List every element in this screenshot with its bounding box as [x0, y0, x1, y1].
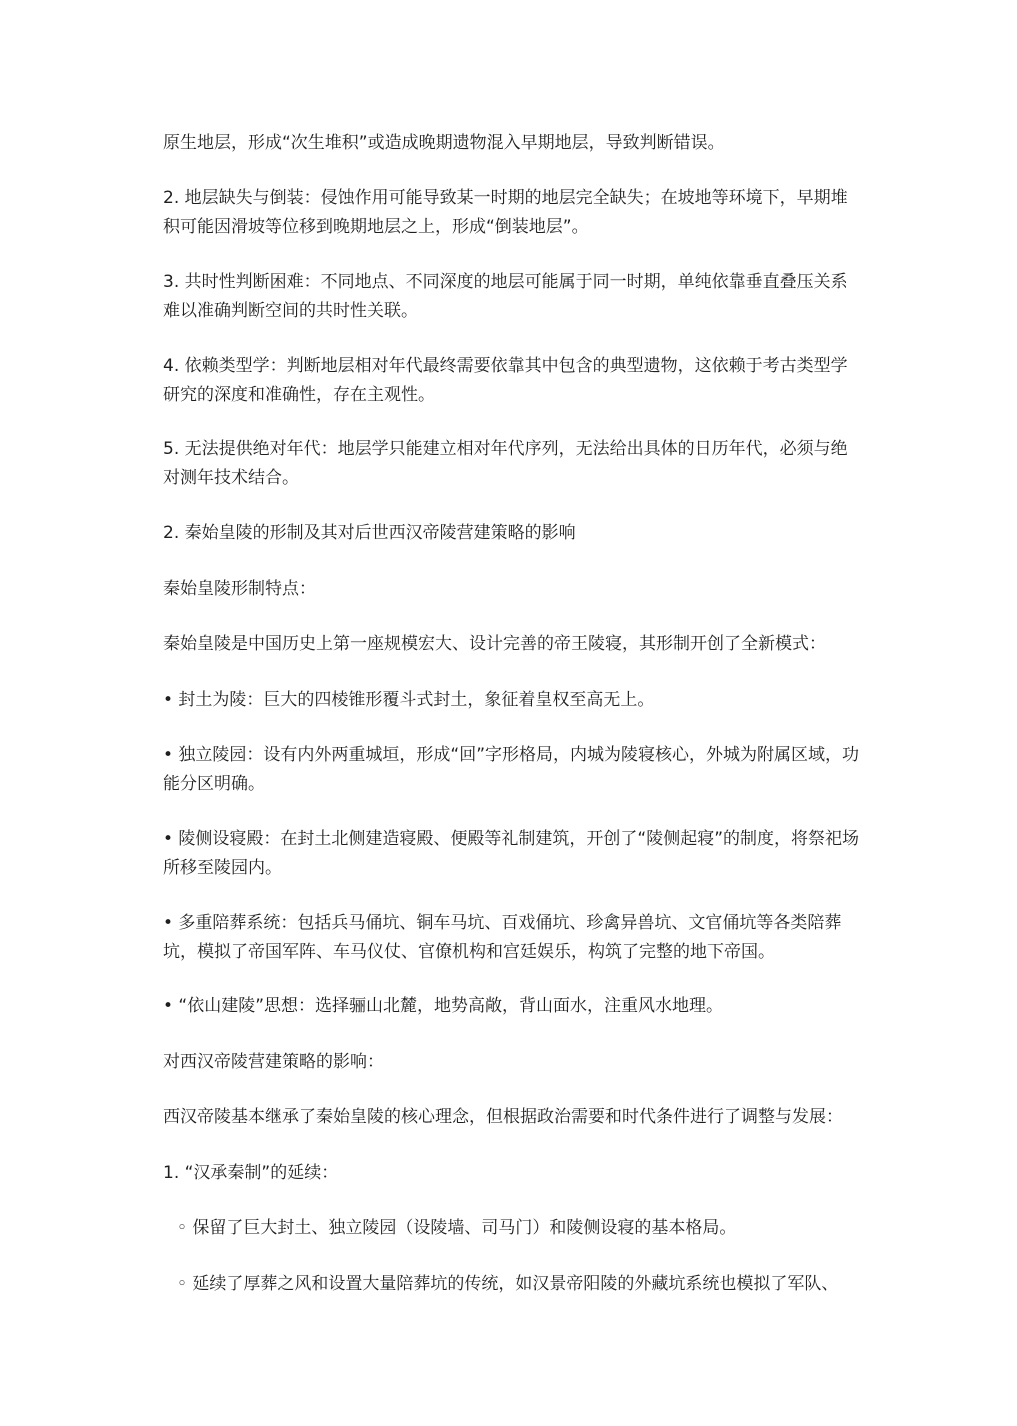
paragraph-typology-dependence: 4. 依赖类型学：判断地层相对年代最终需要依靠其中包含的典型遗物，这依赖于考古类型学研究的深度和准确性，存在主观性。	[163, 356, 848, 405]
subheading-western-han-influence: 对西汉帝陵营建策略的影响：	[163, 1052, 384, 1072]
bullet-mountain-siting: • “依山建陵”思想：选择骊山北麓，地势高敞，背山面水，注重风水地理。	[163, 996, 724, 1016]
section-heading-qin-mausoleum: 2. 秦始皇陵的形制及其对后世西汉帝陵营建策略的影响	[163, 523, 576, 543]
paragraph-western-han-inheritance: 西汉帝陵基本继承了秦始皇陵的核心理念，但根据政治需要和时代条件进行了调整与发展：	[163, 1107, 843, 1127]
paragraph-stratum-missing-inverted: 2. 地层缺失与倒装：侵蚀作用可能导致某一时期的地层完全缺失；在坡地等环境下，早期堆积可能因滑坡等位移到晚期地层之上，形成“倒装地层”。	[163, 188, 848, 237]
list-item-han-continuation: 1. “汉承秦制”的延续：	[163, 1163, 339, 1183]
paragraph-synchronicity-difficulty: 3. 共时性判断困难：不同地点、不同深度的地层可能属于同一时期，单纯依靠垂直叠压关系难以准确判断空间的共时性关联。	[163, 272, 848, 321]
subheading-qin-features: 秦始皇陵形制特点：	[163, 579, 316, 599]
paragraph-no-absolute-dating: 5. 无法提供绝对年代：地层学只能建立相对年代序列，无法给出具体的日历年代，必须与绝对测年技术结合。	[163, 439, 848, 488]
paragraph-qin-intro: 秦始皇陵是中国历史上第一座规模宏大、设计完善的帝王陵寝，其形制开创了全新模式：	[163, 634, 826, 654]
bullet-side-sleeping-hall: • 陵侧设寝殿：在封土北侧建造寝殿、便殿等礼制建筑，开创了“陵侧起寝”的制度，将祭祀场所移至陵园内。	[163, 829, 860, 878]
sub-bullet-lavish-burial: ◦ 延续了厚葬之风和设置大量陪葬坑的传统，如汉景帝阳陵的外藏坑系统也模拟了军队、	[177, 1274, 839, 1294]
bullet-independent-cemetery: • 独立陵园：设有内外两重城垣，形成“回”字形格局，内城为陵寝核心，外城为附属区域，功能分区明确。	[163, 745, 860, 794]
bullet-burial-pit-system: • 多重陪葬系统：包括兵马俑坑、铜车马坑、百戏俑坑、珍禽异兽坑、文官俑坑等各类陪葬坑，模拟了帝国军阵、车马仪仗、官僚机构和宫廷娱乐，构筑了完整的地下帝国。	[163, 913, 842, 962]
sub-bullet-retained-layout: ◦ 保留了巨大封土、独立陵园（设陵墙、司马门）和陵侧设寝的基本格局。	[177, 1218, 737, 1238]
bullet-mound-as-tomb: • 封土为陵：巨大的四棱锥形覆斗式封土，象征着皇权至高无上。	[163, 690, 655, 710]
paragraph-stratum-disturbance-end: 原生地层，形成“次生堆积”或造成晚期遗物混入早期地层，导致判断错误。	[163, 133, 725, 153]
